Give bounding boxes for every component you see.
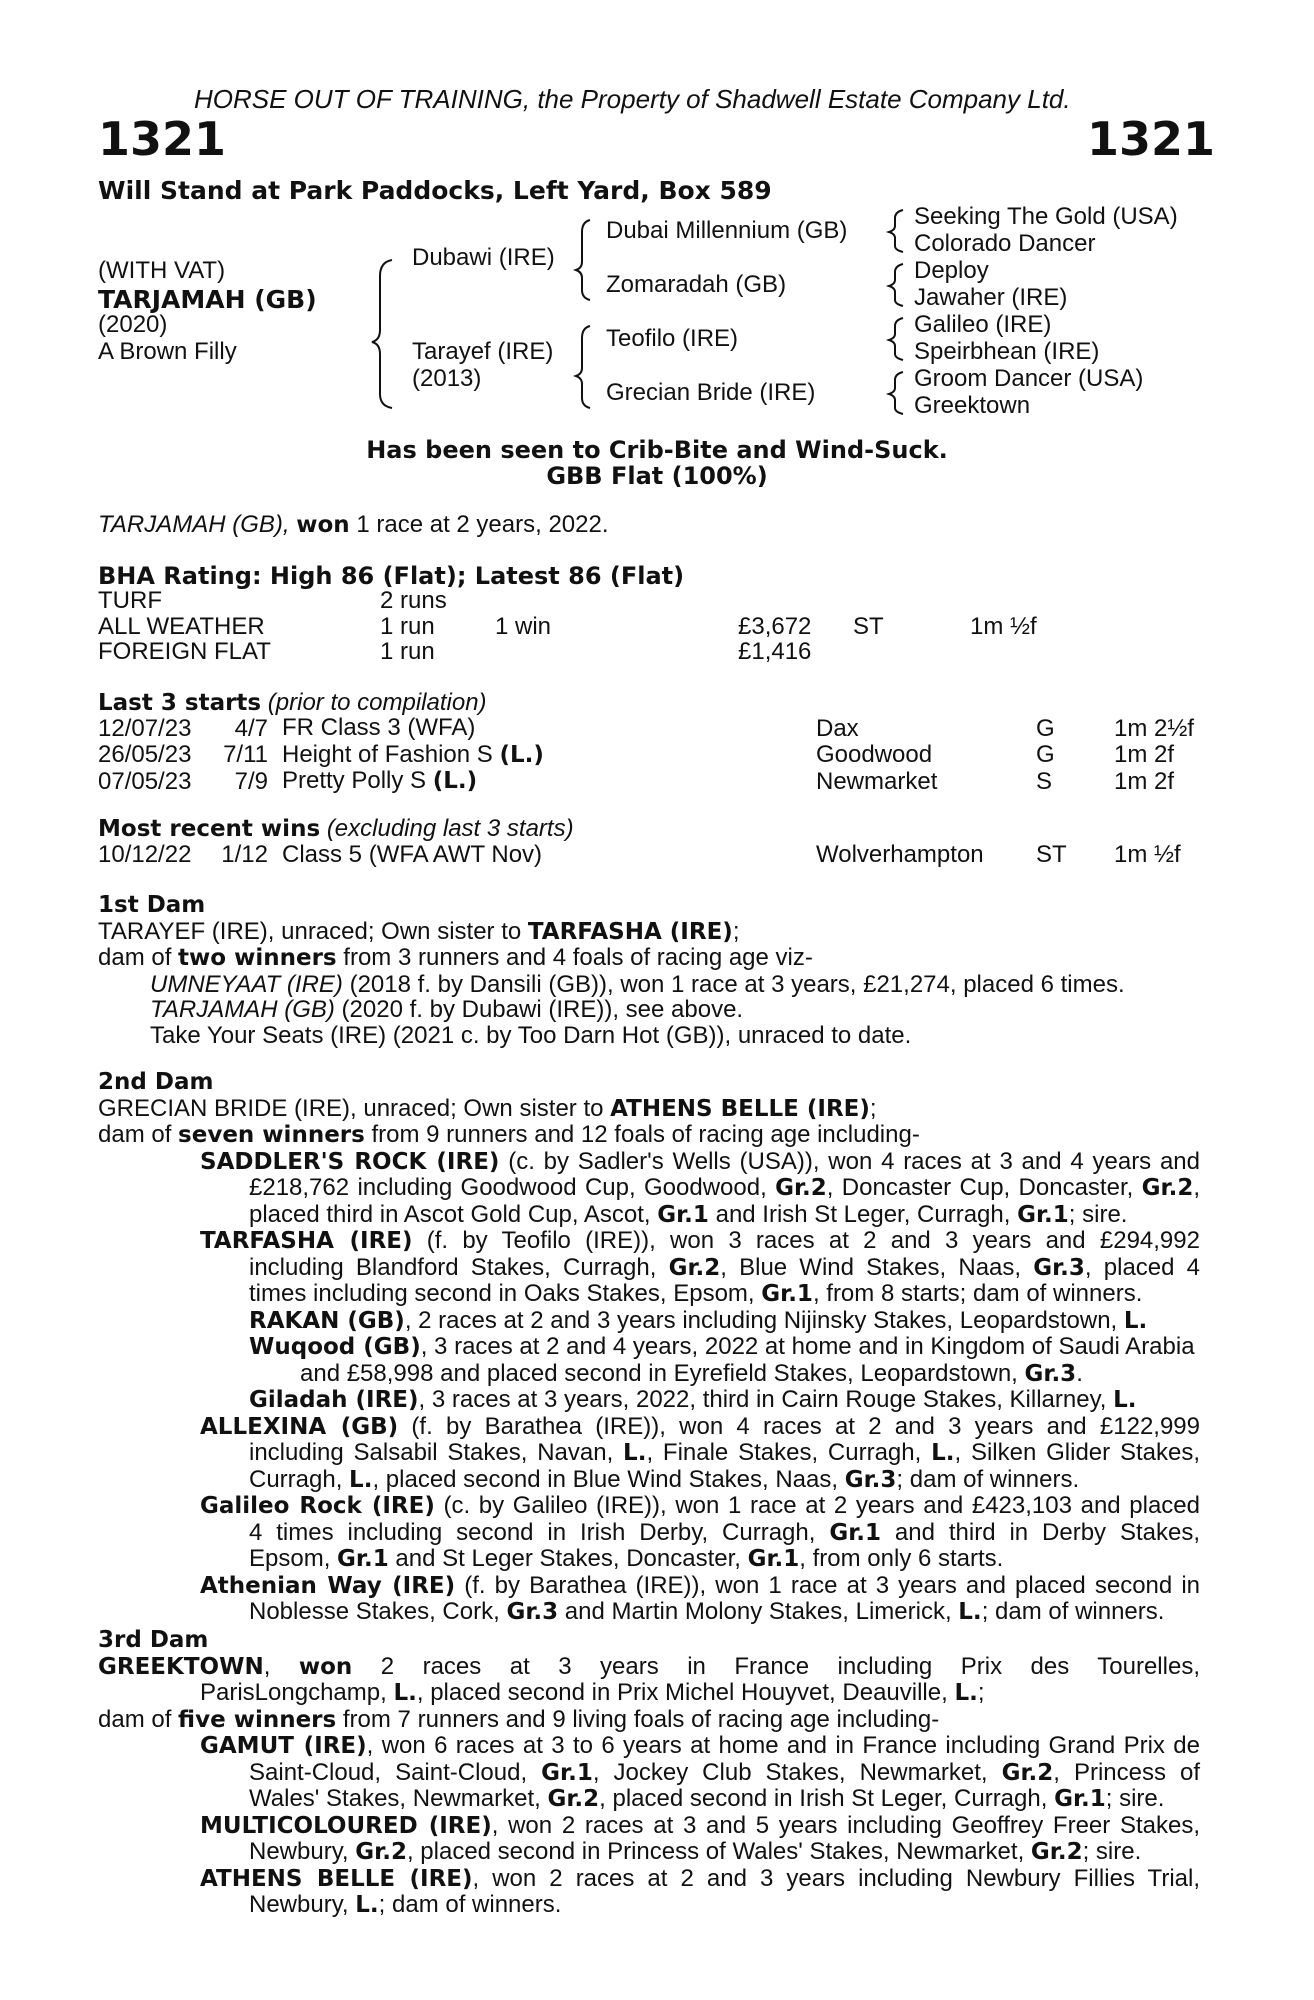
produce-line: Wuqood (GB), 3 races at 2 and 4 years, 2022 at home and in Kingdom of Saudi Arabia bbox=[249, 1333, 1195, 1360]
course: Goodwood bbox=[816, 741, 933, 768]
date: 07/05/23 bbox=[98, 767, 192, 795]
last3-title: Last 3 starts bbox=[98, 690, 262, 716]
produce-line: including Salsabil Stakes, Navan, L., Finale Stakes, Curragh, L., Silken Glider Stakes, bbox=[249, 1439, 1200, 1466]
table-row bbox=[98, 842, 1214, 868]
produce-line: GAMUT (IRE), won 6 races at 3 to 6 years at home and in France including Grand Prix de bbox=[200, 1732, 1200, 1759]
vat-label: (WITH VAT) bbox=[98, 257, 226, 284]
rating-table bbox=[98, 588, 1070, 665]
course: Dax bbox=[816, 714, 859, 742]
vice-note: Has been seen to Crib-Bite and Wind-Suck. bbox=[366, 436, 948, 464]
date: 10/12/22 bbox=[98, 841, 192, 868]
summary-name: TARJAMAH (GB), bbox=[98, 511, 290, 538]
first-dam-line: dam of two winners from 3 runners and 4 foals of racing age viz- bbox=[98, 944, 813, 971]
race-summary bbox=[98, 512, 609, 538]
horse-year: (2020) bbox=[98, 311, 168, 338]
produce-line: TARFASHA (IRE) (f. by Teofilo (IRE)), won 3 races at 2 and 3 years and £294,992 bbox=[200, 1227, 1200, 1254]
wins: 1 win bbox=[495, 612, 552, 640]
brace-sire bbox=[576, 220, 590, 300]
wins bbox=[495, 639, 738, 665]
produce-line: MULTICOLOURED (IRE), won 2 races at 3 and 5 years including Geoffrey Freer Stakes, bbox=[200, 1811, 1200, 1839]
going: G bbox=[1036, 741, 1055, 768]
last3-note: (prior to compilation) bbox=[267, 689, 487, 716]
wins bbox=[495, 588, 738, 614]
race bbox=[282, 715, 816, 742]
position: 1/12 bbox=[221, 841, 268, 868]
brace-ggp3 bbox=[889, 318, 903, 360]
table-row bbox=[98, 715, 1214, 742]
table-row bbox=[98, 639, 1070, 665]
third-dam-line: GREEKTOWN, won 2 races at 3 years in France including Prix des Tourelles, bbox=[98, 1652, 1200, 1680]
date: 26/05/23 bbox=[98, 741, 192, 768]
produce-line: Noblesse Stakes, Cork, Gr.3 and Martin Molony Stakes, Limerick, L.; dam of winners. bbox=[249, 1598, 1165, 1625]
second-dam-section bbox=[98, 1070, 1200, 1626]
produce-line: Newbury, L.; dam of winners. bbox=[249, 1891, 562, 1918]
ggp-4: Jawaher (IRE) bbox=[914, 284, 1068, 311]
position: 7/11 bbox=[223, 741, 268, 768]
produce-line: Giladah (IRE), 3 races at 3 years, 2022, third in Cairn Rouge Stakes, Killarney, L. bbox=[249, 1386, 1137, 1413]
third-dam-line: dam of five winners from 7 runners and 9 living foals of racing age including- bbox=[98, 1705, 940, 1733]
produce-line: Athenian Way (IRE) (f. by Barathea (IRE)), won 1 race at 3 years and placed second in bbox=[200, 1571, 1200, 1599]
prize bbox=[738, 588, 853, 614]
distance: 1m 2f bbox=[1114, 741, 1175, 768]
table-row bbox=[98, 742, 1214, 769]
third-dam-section bbox=[98, 1628, 1200, 1919]
brace-main bbox=[372, 260, 392, 408]
produce-line: RAKAN (GB), 2 races at 2 and 3 years including Nijinsky Stakes, Leopardstown, L. bbox=[249, 1306, 1148, 1334]
brace-dam bbox=[576, 326, 590, 408]
first-dam-foal: TARJAMAH (GB) (2020 f. by Dubawi (IRE)), see above. bbox=[150, 996, 744, 1023]
runs: 1 run bbox=[380, 638, 435, 665]
runs: 2 runs bbox=[380, 587, 447, 614]
ggp-3: Deploy bbox=[914, 257, 989, 284]
third-dam-line: ParisLongchamp, L., placed second in Prix Michel Houyvet, Deauville, L.; bbox=[200, 1679, 985, 1706]
ggp-5: Galileo (IRE) bbox=[914, 311, 1052, 338]
bha-rating: BHA Rating: High 86 (Flat); Latest 86 (Flat) bbox=[98, 562, 685, 590]
distance bbox=[970, 639, 1070, 665]
runs: 1 run bbox=[380, 612, 435, 640]
produce-line: Curragh, L., placed second in Blue Wind Stakes, Naas, Gr.3; dam of winners. bbox=[249, 1465, 1080, 1493]
race-name: Pretty Polly S bbox=[282, 767, 427, 794]
table-row bbox=[98, 768, 1214, 795]
grandsire-maternal: Teofilo (IRE) bbox=[606, 325, 739, 352]
date: 12/07/23 bbox=[98, 714, 192, 742]
produce-line: 4 times including second in Irish Derby, Curragh, Gr.1 and third in Derby Stakes, bbox=[249, 1518, 1200, 1546]
prize: £3,672 bbox=[738, 612, 812, 640]
surface: TURF bbox=[98, 587, 162, 614]
distance: 1m 2½f bbox=[1114, 714, 1195, 742]
distance: 1m ½f bbox=[970, 612, 1037, 640]
recent-title: Most recent wins bbox=[98, 816, 321, 842]
second-dam-heading: 2nd Dam bbox=[98, 1069, 214, 1095]
position: 4/7 bbox=[234, 714, 268, 742]
surface: ALL WEATHER bbox=[98, 612, 265, 640]
first-dam-line: TARAYEF (IRE), unraced; Own sister to TARFASHA (IRE); bbox=[98, 917, 740, 945]
page-title: HORSE OUT OF TRAINING, the Property of Shadwell Estate Company Ltd. bbox=[194, 84, 1071, 114]
gbb-note: GBB Flat (100%) bbox=[546, 462, 768, 490]
granddam-maternal: Grecian Bride (IRE) bbox=[606, 379, 816, 406]
going: G bbox=[1036, 714, 1055, 742]
produce-line: ALLEXINA (GB) (f. by Barathea (IRE)), won 4 races at 2 and 3 years and £122,999 bbox=[200, 1412, 1201, 1440]
course: Newmarket bbox=[816, 767, 938, 795]
ggp-7: Groom Dancer (USA) bbox=[914, 365, 1144, 392]
distance: 1m 2f bbox=[1114, 767, 1175, 795]
produce-line: SADDLER'S ROCK (IRE) (c. by Sadler's Wells (USA)), won 4 races at 3 and 4 years and bbox=[200, 1147, 1200, 1175]
last3-table bbox=[98, 715, 1214, 795]
produce-line: times including second in Oaks Stakes, Epsom, Gr.1, from 8 starts; dam of winners. bbox=[249, 1280, 1143, 1307]
ggp-6: Speirbhean (IRE) bbox=[914, 338, 1100, 365]
first-dam-foal: UMNEYAAT (IRE) (2018 f. by Dansili (GB)), won 1 race at 3 years, £21,274, placed 6 times. bbox=[150, 970, 1125, 998]
third-dam-heading: 3rd Dam bbox=[98, 1627, 209, 1653]
table-row bbox=[98, 614, 1070, 640]
produce-line: Epsom, Gr.1 and St Leger Stakes, Doncaster, Gr.1, from only 6 starts. bbox=[249, 1545, 1004, 1572]
produce-line: placed third in Ascot Gold Cup, Ascot, Gr.1 and Irish St Leger, Curragh, Gr.1; sire. bbox=[249, 1200, 1128, 1228]
going bbox=[853, 588, 970, 614]
summary-won: won bbox=[296, 512, 350, 538]
ggp-1: Seeking The Gold (USA) bbox=[914, 203, 1178, 230]
ggp-2: Colorado Dancer bbox=[914, 230, 1096, 257]
produce-line: and £58,998 and placed second in Eyrefield Stakes, Leopardstown, Gr.3. bbox=[300, 1359, 1083, 1387]
race-name: FR Class 3 (WFA) bbox=[282, 714, 476, 741]
recent-table bbox=[98, 842, 1214, 868]
produce-line: Wales' Stakes, Newmarket, Gr.2, placed second in Irish St Leger, Curragh, Gr.1; sire. bbox=[249, 1785, 1165, 1812]
produce-line: £218,762 including Goodwood Cup, Goodwood, Gr.2, Doncaster Cup, Doncaster, Gr.2, bbox=[249, 1174, 1200, 1201]
prize: £1,416 bbox=[738, 638, 812, 665]
going: ST bbox=[1036, 841, 1067, 868]
ggp-8: Greektown bbox=[914, 392, 1031, 419]
summary-rest: 1 race at 2 years, 2022. bbox=[356, 511, 609, 538]
lot-number-right: 1321 bbox=[1087, 112, 1216, 166]
granddam-paternal: Zomaradah (GB) bbox=[606, 271, 787, 298]
race-tag: (L.) bbox=[432, 768, 478, 794]
race-name: Height of Fashion S bbox=[282, 740, 493, 768]
last3-heading bbox=[98, 690, 487, 716]
second-dam-line: GRECIAN BRIDE (IRE), unraced; Own sister to ATHENS BELLE (IRE); bbox=[98, 1094, 877, 1122]
position: 7/9 bbox=[234, 767, 268, 795]
race bbox=[282, 768, 816, 795]
produce-line: Galileo Rock (IRE) (c. by Galileo (IRE)), won 1 race at 2 years and £423,103 and placed bbox=[200, 1492, 1200, 1519]
second-dam-line: dam of seven winners from 9 runners and 12 foals of racing age including- bbox=[98, 1121, 920, 1148]
grandsire-paternal: Dubai Millennium (GB) bbox=[606, 217, 848, 244]
distance: 1m ½f bbox=[1114, 841, 1181, 868]
first-dam-foal: Take Your Seats (IRE) (2021 c. by Too Darn Hot (GB)), unraced to date. bbox=[150, 1021, 912, 1049]
brace-ggp2 bbox=[889, 264, 903, 306]
brace-ggp4 bbox=[889, 372, 903, 414]
surface: FOREIGN FLAT bbox=[98, 638, 271, 665]
going: ST bbox=[853, 612, 884, 640]
sire: Dubawi (IRE) bbox=[412, 244, 555, 271]
race-tag: (L.) bbox=[499, 741, 544, 768]
produce-line: ATHENS BELLE (IRE), won 2 races at 2 and 3 years including Newbury Fillies Trial, bbox=[200, 1864, 1200, 1892]
race: Class 5 (WFA AWT Nov) bbox=[282, 841, 543, 868]
course: Wolverhampton bbox=[816, 841, 984, 868]
recent-heading bbox=[98, 816, 574, 842]
recent-note: (excluding last 3 starts) bbox=[326, 815, 574, 842]
first-dam-section bbox=[98, 893, 1200, 1048]
produce-line: including Blandford Stakes, Curragh, Gr.2, Blue Wind Stakes, Naas, Gr.3, placed 4 bbox=[249, 1253, 1200, 1281]
distance bbox=[970, 588, 1070, 614]
first-dam-heading: 1st Dam bbox=[98, 892, 206, 918]
horse-name: TARJAMAH (GB) bbox=[98, 285, 317, 314]
location: Will Stand at Park Paddocks, Left Yard, Box 589 bbox=[98, 176, 772, 205]
lot-number-left: 1321 bbox=[98, 112, 227, 166]
produce-line: Saint-Cloud, Saint-Cloud, Gr.1, Jockey Club Stakes, Newmarket, Gr.2, Princess of bbox=[249, 1758, 1200, 1786]
dam: Tarayef (IRE) bbox=[412, 338, 554, 365]
brace-ggp1 bbox=[889, 210, 903, 252]
going: S bbox=[1036, 767, 1053, 795]
dam-year: (2013) bbox=[412, 365, 482, 392]
produce-line: Newbury, Gr.2, placed second in Princess of Wales' Stakes, Newmarket, Gr.2; sire. bbox=[249, 1838, 1142, 1865]
going bbox=[853, 639, 970, 665]
race bbox=[282, 742, 816, 769]
table-row bbox=[98, 588, 1070, 614]
horse-desc: A Brown Filly bbox=[98, 338, 237, 365]
